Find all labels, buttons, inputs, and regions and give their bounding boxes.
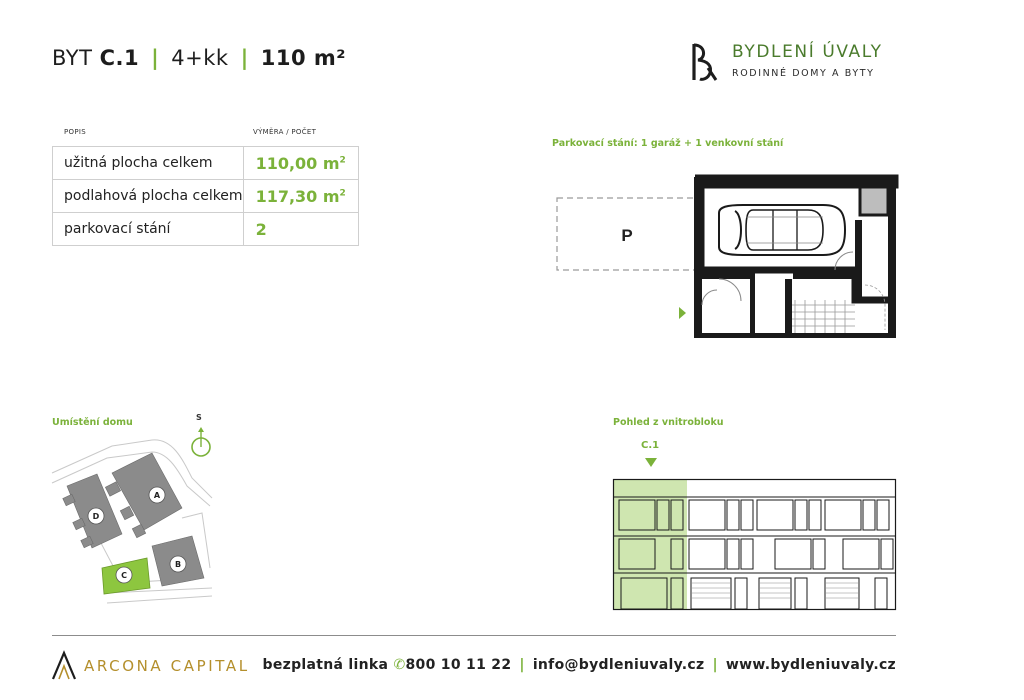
unit-heading xyxy=(52,46,346,70)
unit-code: C.1 xyxy=(99,46,140,70)
row-value: 110,00 $m^2$ xyxy=(243,147,358,180)
row-label: parkovací stání xyxy=(53,213,244,246)
phone-icon: ✆ xyxy=(393,657,406,673)
spec-table xyxy=(52,146,359,246)
by-monogram-icon xyxy=(690,42,720,82)
unit-area: 110 m² xyxy=(260,46,346,70)
table-row xyxy=(53,180,359,213)
phone-number[interactable]: 800 10 11 22 xyxy=(405,657,512,673)
marker-arrow-icon xyxy=(645,458,657,468)
table-header-value: VÝMĚRA / POČET xyxy=(253,128,317,136)
heading-separator: | xyxy=(240,46,249,70)
table-row xyxy=(53,213,359,246)
house-label-c: C xyxy=(121,571,127,580)
parking-p-label: P xyxy=(621,226,633,245)
location-caption: Umístění domu xyxy=(52,417,133,428)
row-value: 2 xyxy=(243,213,358,246)
row-label: užitná plocha celkem xyxy=(53,147,244,180)
unit-marker-label: C.1 xyxy=(641,440,660,451)
row-value: 117,30 $m^2$ xyxy=(243,180,358,213)
facade-elevation xyxy=(613,479,897,611)
contact-separator: | xyxy=(712,657,718,673)
unit-prefix: BYT xyxy=(52,46,93,70)
house-label-a: A xyxy=(153,491,161,500)
developer-name: ARCONA CAPITAL xyxy=(84,657,250,675)
contact-separator: | xyxy=(519,657,525,673)
footer-divider xyxy=(52,635,896,636)
arcona-a-icon xyxy=(52,652,76,680)
brand-name: BYDLENÍ ÚVALY xyxy=(732,42,883,62)
contact-line xyxy=(263,657,896,673)
house-label-b: B xyxy=(174,560,182,569)
brand-subtitle: RODINNÉ DOMY A BYTY xyxy=(732,68,875,79)
row-label: podlahová plocha celkem xyxy=(53,180,244,213)
brand-logo xyxy=(690,42,910,84)
unit-layout: 4+kk xyxy=(171,46,229,70)
table-row xyxy=(53,147,359,180)
house-label-d: D xyxy=(92,512,100,521)
parking-floor-plan xyxy=(555,175,900,340)
entrance-arrow-icon xyxy=(679,307,686,319)
website-link[interactable]: www.bydleniuvaly.cz xyxy=(725,657,896,673)
car-icon xyxy=(719,205,845,255)
table-header-description: POPIS xyxy=(64,128,86,136)
north-label: S xyxy=(196,413,202,422)
hotline-label: bezplatná linka xyxy=(262,657,389,673)
email-link[interactable]: info@bydleniuvaly.cz xyxy=(532,657,705,673)
site-map xyxy=(52,438,217,613)
view-caption: Pohled z vnitrobloku xyxy=(613,417,724,428)
parking-caption: Parkovací stání: 1 garáž + 1 venkovní stání xyxy=(552,138,784,149)
heading-separator: | xyxy=(151,46,160,70)
